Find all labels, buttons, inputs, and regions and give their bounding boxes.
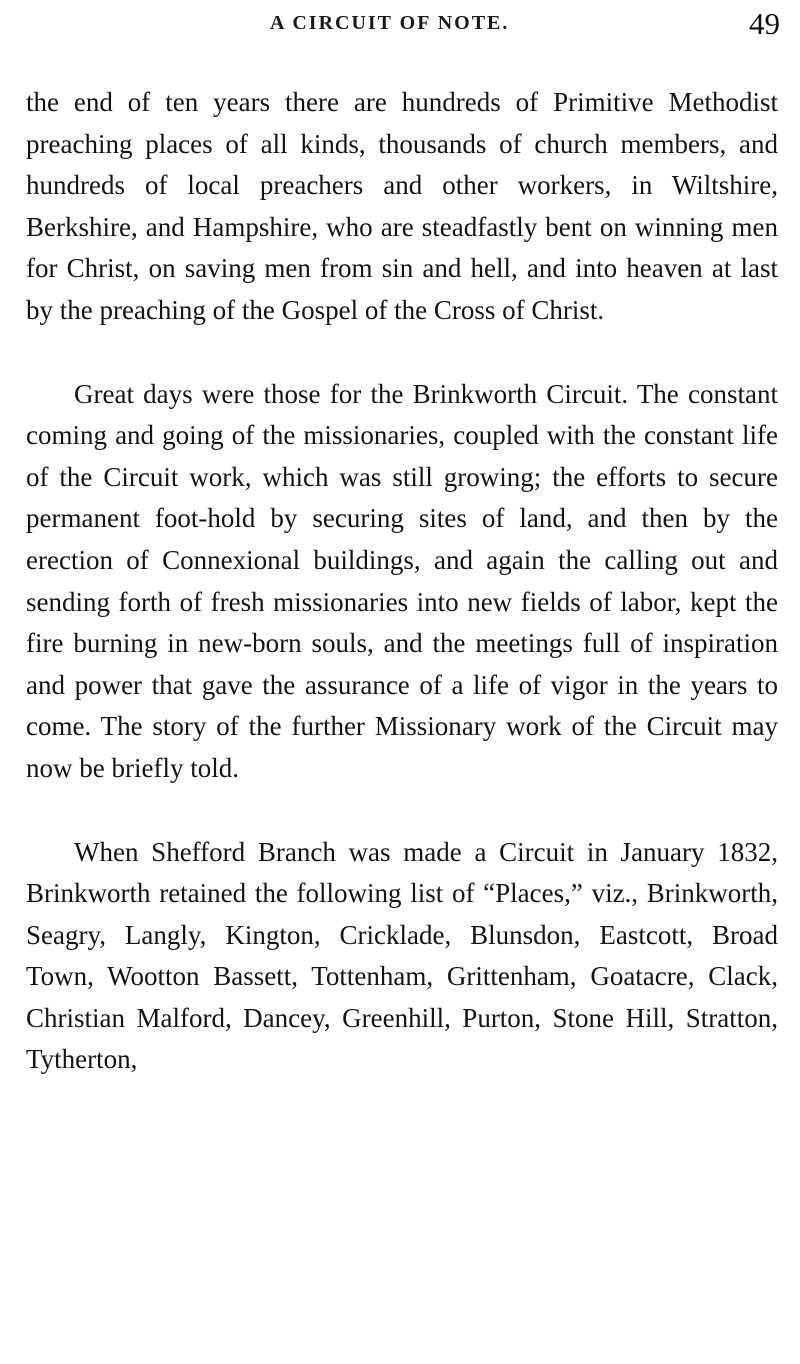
running-title: A CIRCUIT OF NOTE. xyxy=(270,12,510,34)
page-number: 49 xyxy=(749,6,780,41)
paragraph-continuation: the end of ten years there are hundreds of Primitive Methodist preaching places of all kinds, thousands of church members, and hundreds of local preachers and other workers, in Wiltshire, Berkshire, and Hampshire, who are steadfastly bent on winning men for Christ, on saving men from sin and hell, and into heaven at last by the preaching of the Gospel of the Cross of Christ. xyxy=(26,87,778,325)
paragraph-shefford-branch: When Shefford Branch was made a Circuit in January 1832, Brinkworth retained the following list of “Places,” viz., Brinkworth, Seagry, Langly, Kington, Cricklade, Blunsdon, Eastcott, Broad Town, Wootton Bassett, Tottenham, Grittenham, Goatacre, Clack, Christian Malford, Dancey, Greenhill, Purton, Stone Hill, Stratton, Tytherton, xyxy=(26,836,778,1075)
running-head xyxy=(0,6,800,46)
paragraph-brinkworth-circuit: Great days were those for the Brinkworth Circuit. The constant coming and going of the missionaries, coupled with the constant life of the Circuit work, which was still growing; the efforts to secure permanent foot-hold by securing sites of land, and then by the erection of Connexional buildings, and again the calling out and sending forth of fresh missionaries into new fields of labor, kept the fire burning in new-born souls, and the meetings full of inspiration and power that gave the assurance of a life of vigor in the years to come. The story of the further Missionary work of the Circuit may now be briefly told. xyxy=(26,378,778,783)
body-text xyxy=(26,82,778,1081)
